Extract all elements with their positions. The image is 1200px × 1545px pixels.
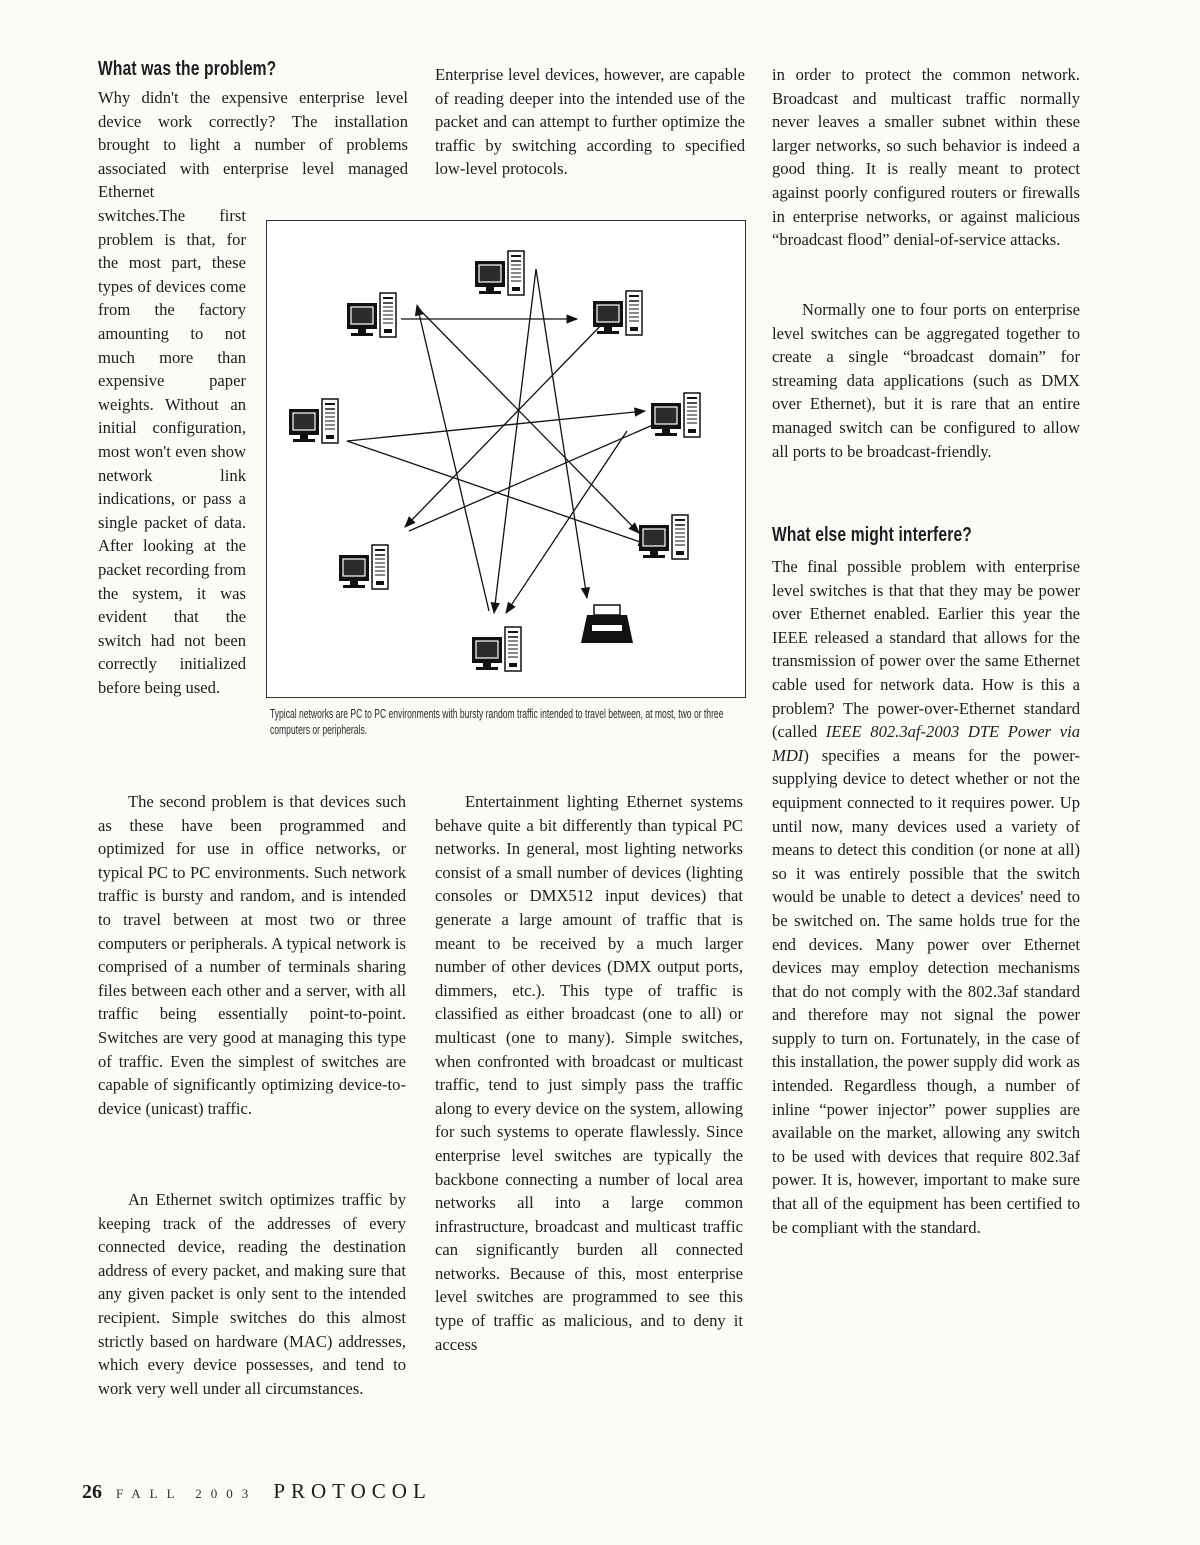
arrow-line [417, 305, 489, 611]
heading-what-was-the-problem: What was the problem? [98, 58, 277, 80]
figure-caption: Typical networks are PC to PC environments with bursty random traffic intended to travel between, at most, two or three computers or peripherals. [270, 707, 724, 737]
computer-icon [339, 545, 388, 589]
computer-icon [289, 399, 338, 443]
computer-icon [593, 291, 642, 335]
col1-paragraph-1-wrap: switches.The first problem is that, for the most part, these types of devices come from the factory amounting to not much more than expensive paper weights. Without an initial configuration, most won't even show network link indications, or pass a single packet of data. After looking at the packet recording from the system, it was evident that the switch had not been correctly initialized before being used. [98, 206, 246, 697]
computer-icon [472, 627, 521, 671]
col1-paragraph-1-top: Why didn't the expensive enterprise level device work correctly? The installation brought to light a number of problems associated with enterprise level managed Ethernet [98, 88, 408, 202]
arrow-line [419, 309, 639, 533]
poe-text-b: ) specifies a means for the power-supplying device to detect whether or not the equipment connected to it requires power. Up until now, many devices used a variety of means to detect this condition (or none at all) so it was entirely possible that the switch would be unable to detect a devices' need to be switched on. The same holds true for the end devices. Many power over Ethernet devices may employ detection mechanisms that do not comply with the 802.3af standard and therefore may not signal the power supply to turn on. Fortunately, in the case of this installation, the power supply did work as intended. Regardless though, a number of inline “power injector” power supplies are available on the market, allowing any switch to be used with devices that require 802.3af power. It is, however, important to make sure that all of the equipment has been certified to be compliant with the standard. [772, 745, 1080, 1237]
printer-icon [581, 605, 633, 643]
col1-paragraph-3: An Ethernet switch optimizes traffic by keeping track of the addresses of every connected device, reading the destination address of every packet, and making sure that any given packet is only sent to the intended recipient. Simple switches do this almost strictly based on hardware (MAC) addresses, which every device possesses, and tend to work very well under all circumstances. [98, 1190, 406, 1398]
col2-paragraph-top: Enterprise level devices, however, are capable of reading deeper into the intended use of the packet and can attempt to further optimize the traffic by switching according to specified low-level protocols. [435, 65, 745, 179]
col2-paragraph-bottom: Entertainment lighting Ethernet systems behave quite a bit differently than typical PC networks. In general, most lighting networks consist of a small number of devices (lighting consoles or DMX512 input devices) that generate a large amount of traffic that is meant to be received by a much larger number of other devices (DMX output ports, dimmers, etc.). This type of traffic is classified as either broadcast (one to all) or multicast (one to many). Simple switches, when confronted with broadcast or multicast traffic, tend to just simply pass the traffic along to every device on the system, allowing for such systems to operate flawlessly. Since enterprise level switches are typically the backbone connecting a number of local area networks all into a large common infrastructure, broadcast and multicast traffic can significantly burden all connected networks. Because of this, most enterprise level switches are programmed to see this type of traffic as malicious, and to deny it access [435, 792, 743, 1354]
poe-text-a: The final possible problem with enterprise level switches is that that they may be power over Ethernet enabled. Earlier this year the IEEE released a standard that allows for the transmission of power over the same Ethernet cable used for network data. How is this a problem? The power-over-Ethernet standard (called [772, 557, 1080, 742]
arrow-line [347, 411, 645, 441]
col1-paragraph-2: The second problem is that devices such as these have been programmed and optimized for use in office networks, or typical PC to PC environments. Such network traffic is bursty and random, and is intended to travel between at most two or three computers or peripherals. A typical network is comprised of a number of terminals sharing files between each other and a server, with all traffic being essentially point-to-point. Switches are very good at managing this type of traffic. Even the simplest of switches are capable of significantly optimizing device-to-device (unicast) traffic. [98, 792, 406, 1118]
poe-standard-name: IEEE 802.3af-2003 DTE Power via MDI [772, 722, 1080, 765]
col3-paragraph-1: in order to protect the common network. Broadcast and multicast traffic normally never leaves a smaller subnet within these larger networks, so such behavior is indeed a good thing. It is really meant to protect against poorly configured routers or firewalls in enterprise networks, or against malicious “broadcast flood” denial-of-service attacks. [772, 65, 1080, 250]
heading-what-else-might-interfere: What else might interfere? [772, 524, 972, 546]
page-number: 26 [82, 1481, 102, 1503]
computer-icon [639, 515, 688, 559]
arrow-line [405, 316, 610, 527]
col3-paragraph-2: Normally one to four ports on enterprise level switches can be aggregated together to create a single “broadcast domain” for streaming data applications (such as DMX over Ethernet), but it is rare that an entire managed switch can be configured to allow all ports to be broadcast-friendly. [772, 300, 1080, 461]
issue-season: FALL 2003 [116, 1486, 258, 1501]
computer-icon [475, 251, 524, 295]
magazine-name: PROTOCOL [273, 1479, 432, 1503]
network-diagram [267, 221, 745, 697]
computer-icon [347, 293, 396, 337]
network-diagram-figure [266, 220, 746, 698]
col3-paragraph-3 [772, 555, 1080, 1239]
computer-icon [651, 393, 700, 437]
arrow-line [494, 269, 536, 613]
page-footer [82, 1479, 432, 1504]
